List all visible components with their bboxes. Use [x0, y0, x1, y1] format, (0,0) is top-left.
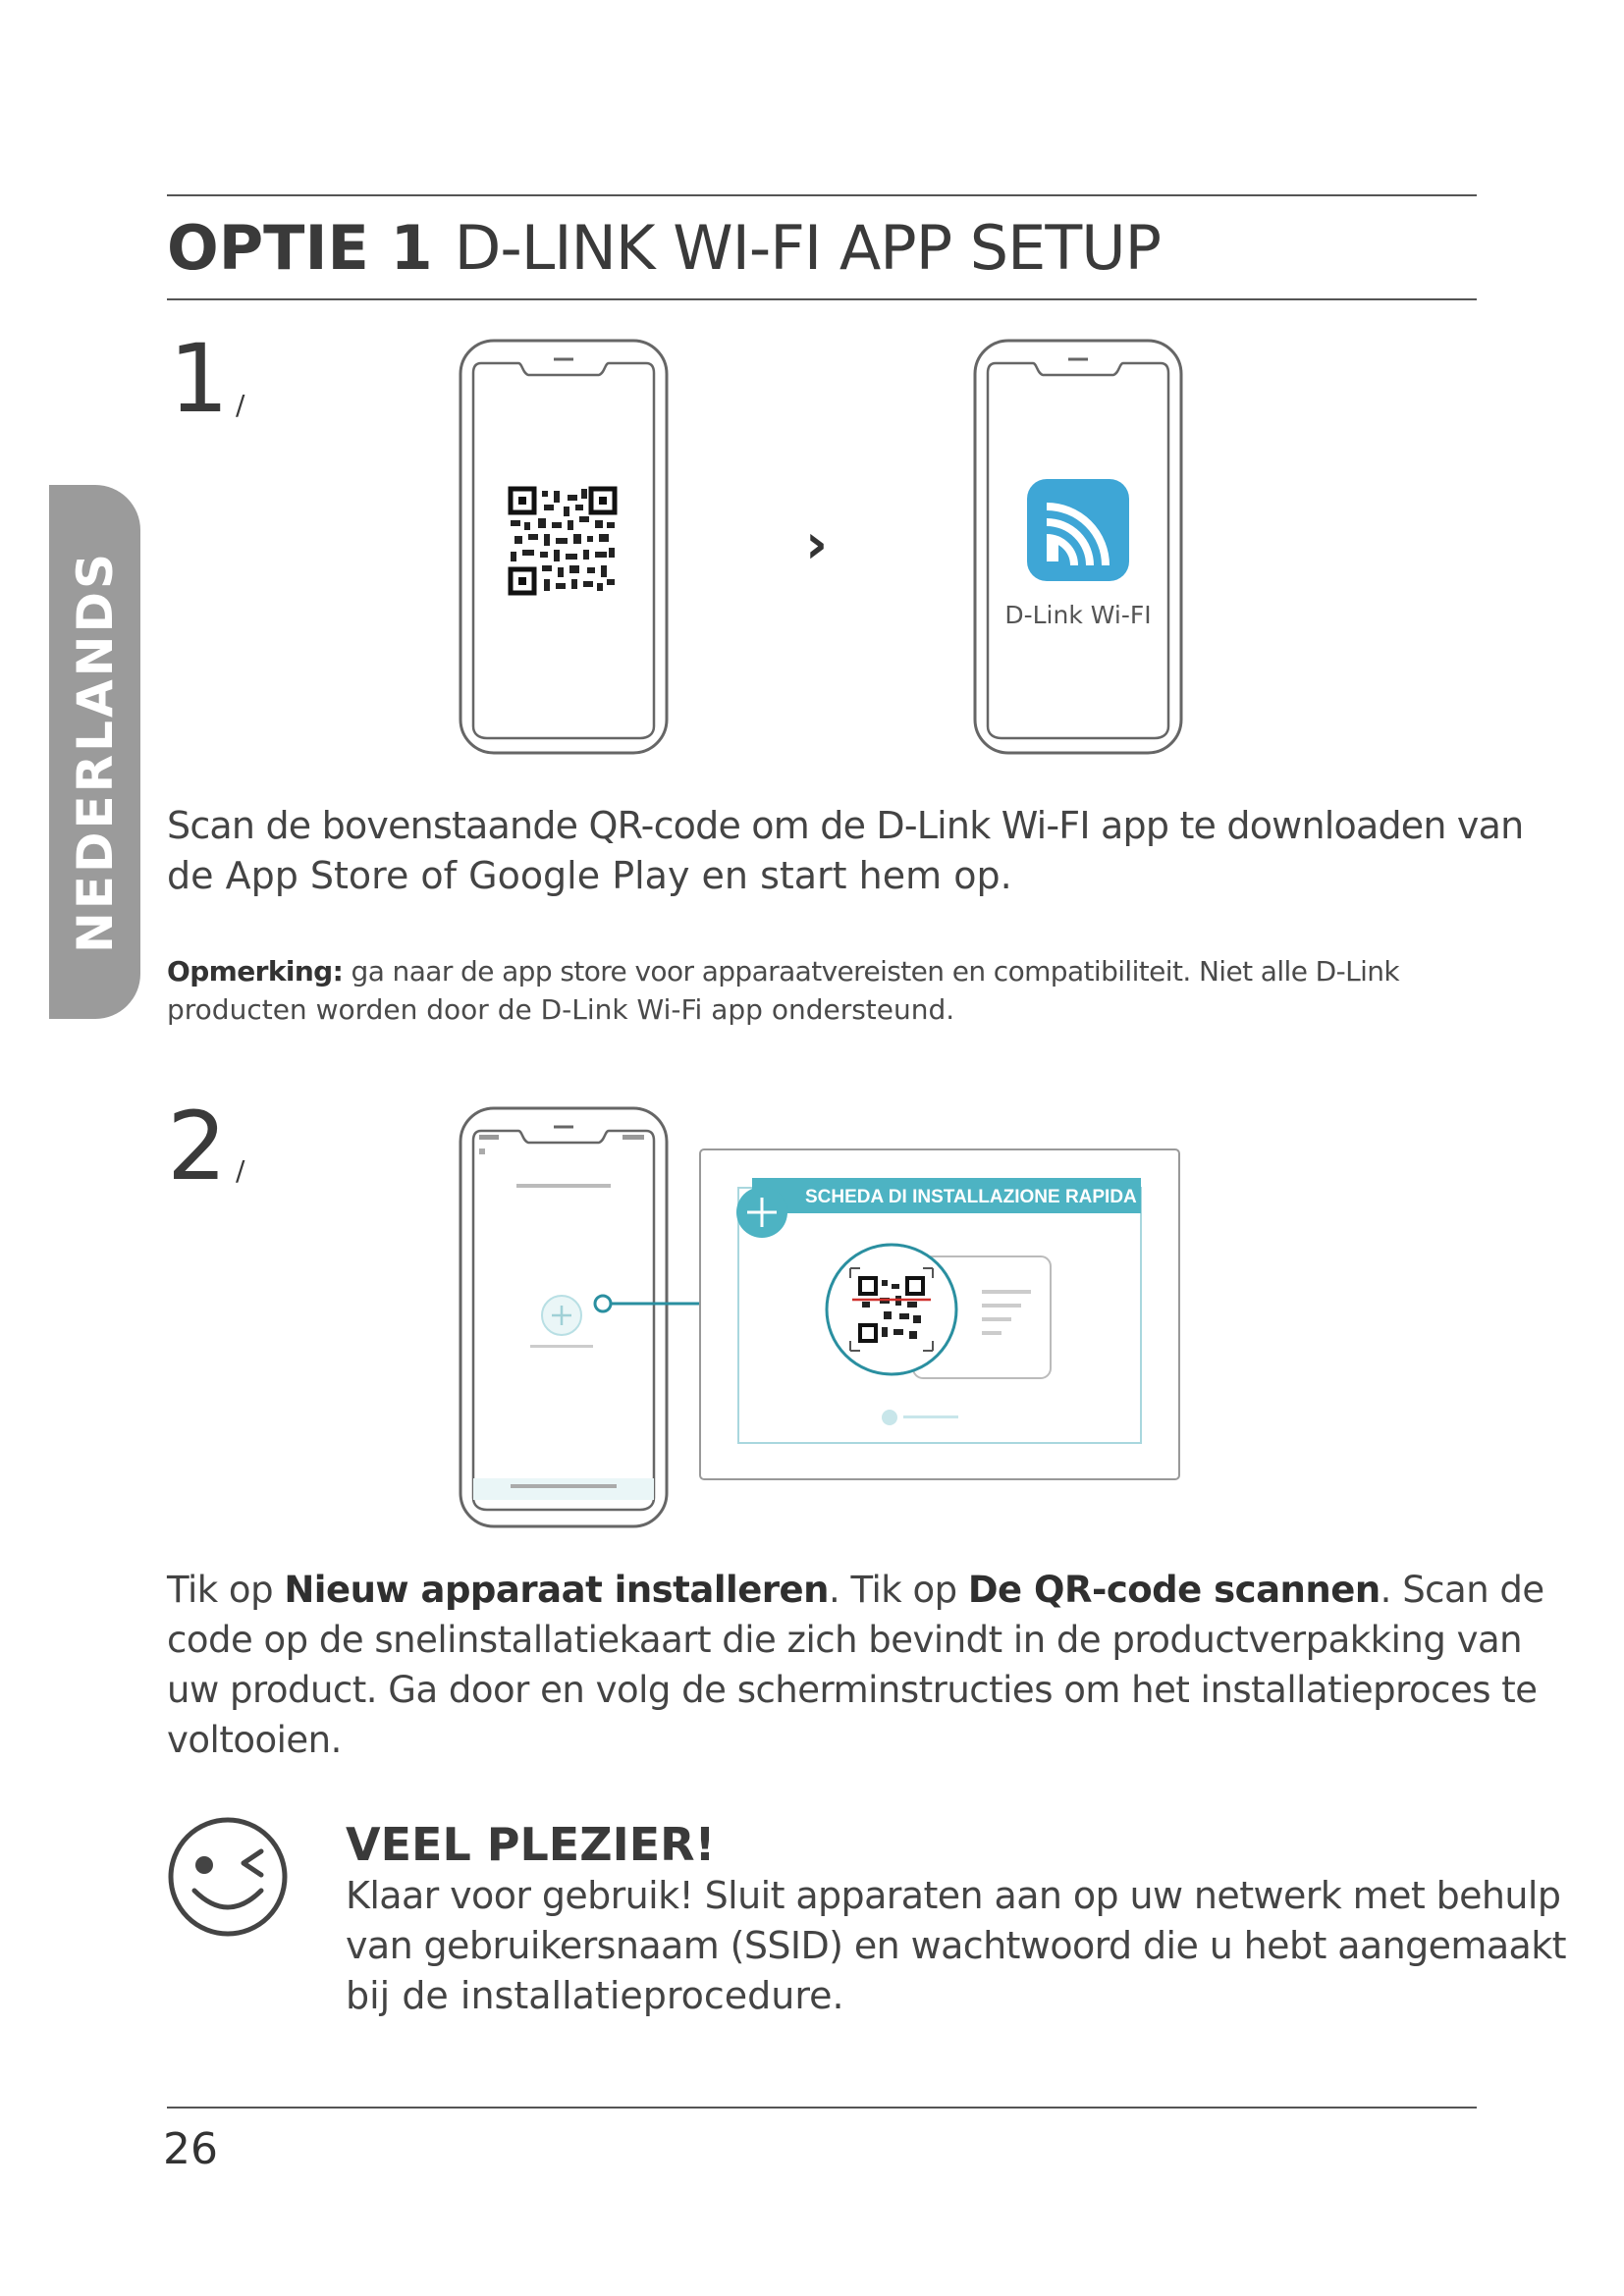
- fun-line-2: van gebruikersnaam (SSID) en wachtwoord die u hebt aangemaakt: [346, 1924, 1566, 1967]
- instr-text-c: . Tik op: [828, 1569, 968, 1611]
- wink-smiley-icon: [165, 1814, 291, 1940]
- step-2-instructions: [167, 1565, 1544, 1765]
- instr-line-4: voltooien.: [167, 1719, 342, 1761]
- option-label: OPTIE 1: [167, 212, 433, 284]
- instr-line-3: uw product. Ga door en volg de scherminstructies om het installatieproces te: [167, 1669, 1538, 1711]
- phone-qr-illustration: [458, 338, 670, 756]
- quick-install-card-illustration: [697, 1147, 1184, 1488]
- qr-code-icon: [509, 487, 617, 595]
- instr-install-new-device: Nieuw apparaat installeren: [284, 1569, 829, 1611]
- phone-install-screen-illustration: [458, 1105, 670, 1529]
- instr-line-2: code op de snelinstallatiekaart die zich bevindt in de productverpakking van: [167, 1619, 1523, 1661]
- footer-rule: [167, 2107, 1477, 2109]
- language-side-tab: [49, 485, 140, 1019]
- globe-icon: [882, 1410, 897, 1425]
- instr-scan-qr: De QR-code scannen: [967, 1569, 1380, 1611]
- header-bottom-rule: [167, 298, 1477, 300]
- app-name-label: D-Link Wi-FI: [1004, 601, 1152, 629]
- step-1-note: [167, 952, 1502, 1029]
- instr-text-a: Tik op: [167, 1569, 285, 1611]
- title-text: D-LINK WI-FI APP SETUP: [454, 212, 1161, 284]
- step-1-number: 1: [169, 324, 230, 434]
- page-title: [167, 212, 1161, 284]
- add-device-icon: [542, 1296, 581, 1335]
- fun-description: [346, 1871, 1566, 2021]
- step-2-slash: /: [236, 1154, 245, 1187]
- card-title: SCHEDA DI INSTALLAZIONE RAPIDA: [805, 1187, 1137, 1207]
- step-1-line-2: de App Store of Google Play en start hem op.: [167, 854, 1012, 897]
- arrow-icon: ›: [805, 512, 829, 576]
- fun-line-3: bij de installatieprocedure.: [346, 1974, 844, 2017]
- dlink-wifi-app-icon: [1027, 479, 1129, 581]
- step-1-description: [167, 801, 1524, 901]
- note-line-1: ga naar de app store voor apparaatvereisten en compatibiliteit. Niet alle D-Link: [343, 955, 1400, 988]
- note-label: Opmerking:: [167, 955, 344, 988]
- card-plus-icon: [736, 1187, 787, 1238]
- note-line-2: producten worden door de D-Link Wi-Fi app ondersteund.: [167, 993, 955, 1026]
- fun-line-1: Klaar voor gebruik! Sluit apparaten aan op uw netwerk met behulp: [346, 1874, 1561, 1917]
- fun-title: VEEL PLEZIER!: [346, 1818, 716, 1871]
- qr-scan-magnifier-icon: [827, 1245, 956, 1374]
- step-1-line-1: Scan de bovenstaande QR-code om de D-Link Wi-FI app te downloaden van: [167, 804, 1524, 847]
- header-top-rule: [167, 194, 1477, 196]
- page-number: 26: [163, 2124, 218, 2174]
- step-1-slash: /: [236, 389, 245, 421]
- step-2-number: 2: [167, 1092, 228, 1201]
- phone-app-illustration: [972, 338, 1184, 756]
- language-tab-label: NEDERLANDS: [66, 550, 124, 954]
- instr-text-e: . Scan de: [1380, 1569, 1544, 1611]
